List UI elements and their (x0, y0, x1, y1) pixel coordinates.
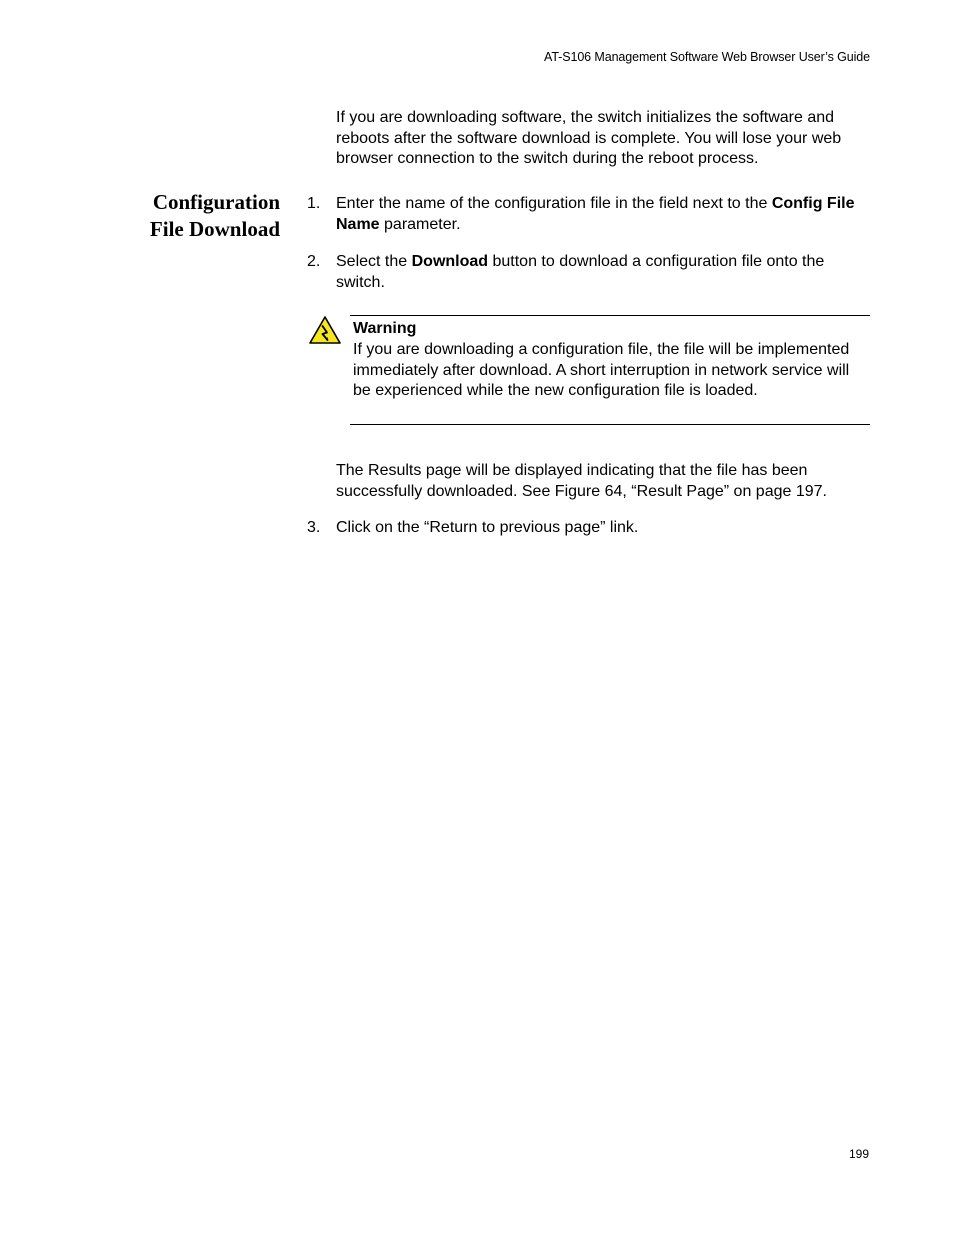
page-number: 199 (848, 1147, 869, 1161)
warning-title: Warning (353, 320, 417, 337)
ui-term: Config File Name (336, 195, 855, 233)
step-text: Click on the “Return to previous page” link. (336, 519, 639, 536)
warning-lightning-icon (308, 315, 342, 345)
step-number: 2. (307, 253, 321, 270)
step-2 (307, 252, 872, 296)
results-paragraph: The Results page will be displayed indicating that the file has been successfully downloaded. See Figure 64, “Result Page” on page 197. (336, 462, 827, 500)
running-header: AT-S106 Management Software Web Browser User’s Guide (544, 50, 870, 64)
step-3 (307, 518, 872, 540)
step-1 (307, 194, 872, 238)
step-text: Select the Download button to download a configuration file onto the switch. (336, 253, 825, 291)
warning-top-rule (350, 315, 870, 316)
warning-body: If you are downloading a configuration file, the file will be implemented immediately after download. A short interruption in network service will be experienced while the new configuration file is loaded. (353, 341, 850, 399)
intro-paragraph: If you are downloading software, the switch initializes the software and reboots after the software download is complete. You will lose your web browser connection to the switch during the reboot process. (336, 109, 842, 167)
section-title-line2: File Download (149, 217, 280, 241)
step-number: 3. (307, 519, 321, 536)
section-title-line1: Configuration (152, 190, 280, 214)
section-title (100, 189, 280, 243)
step-number: 1. (307, 195, 321, 212)
warning-bottom-rule (350, 424, 870, 425)
step-text: Enter the name of the configuration file in the field next to the Config File Name parameter. (336, 195, 855, 233)
ui-term: Download (411, 253, 489, 270)
